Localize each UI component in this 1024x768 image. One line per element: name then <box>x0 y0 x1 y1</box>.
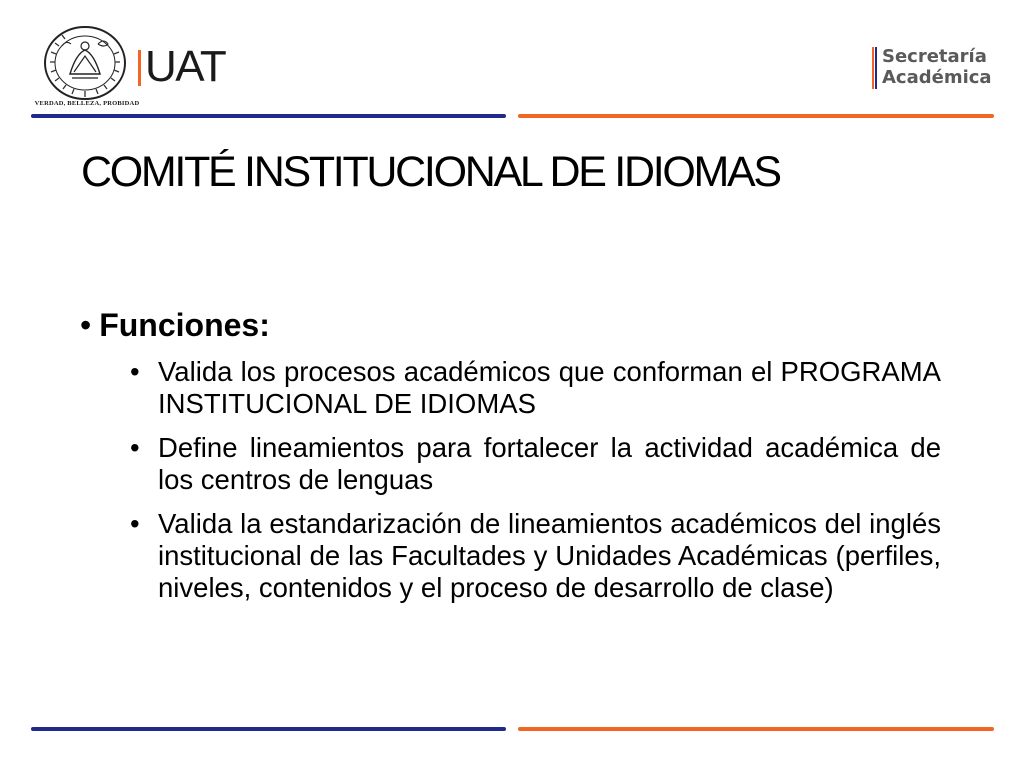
list-item <box>126 508 941 604</box>
secretaria-accent-bars <box>872 47 878 89</box>
university-seal-logo <box>42 24 128 102</box>
funciones-heading-text: Funciones: <box>99 307 270 343</box>
list-item-text: Valida la estandarización de lineamientos académicos del inglés institucional de las Facultades y Unidades Académicas (perfiles, niveles, contenidos y el proceso de desarrollo de clase) <box>158 508 941 603</box>
bullet-icon: • <box>130 432 140 463</box>
bullet-icon: • <box>80 307 92 343</box>
funciones-list <box>126 356 941 616</box>
secretaria-academica-logo <box>882 46 992 88</box>
bottom-rule-orange <box>518 727 994 731</box>
bottom-rule-navy <box>31 727 506 731</box>
list-item <box>126 432 941 496</box>
secretaria-line-1: Secretaría <box>882 46 987 67</box>
funciones-heading <box>80 305 270 345</box>
secretaria-line-2: Académica <box>882 67 992 88</box>
top-rule-orange <box>518 114 994 118</box>
university-motto: VERDAD, BELLEZA, PROBIDAD <box>34 100 140 107</box>
list-item <box>126 356 941 420</box>
uat-accent-bar <box>138 50 141 86</box>
top-rule-navy <box>31 114 506 118</box>
slide-title: COMITÉ INSTITUCIONAL DE IDIOMAS <box>81 148 780 196</box>
uat-wordmark: UAT <box>145 42 226 91</box>
bullet-icon: • <box>130 356 140 387</box>
list-item-text: Define lineamientos para fortalecer la actividad académica de los centros de lenguas <box>158 432 941 495</box>
bullet-icon: • <box>130 508 140 539</box>
list-item-text: Valida los procesos académicos que conforman el PROGRAMA INSTITUCIONAL DE IDIOMAS <box>158 356 941 419</box>
